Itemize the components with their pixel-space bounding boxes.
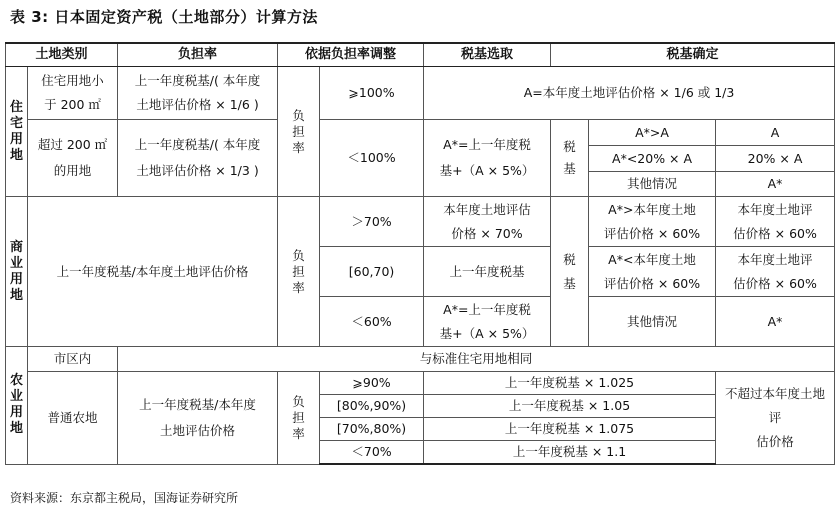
commercial-select-1: 本年度土地评估 价格 × 70% [424, 197, 551, 247]
residential-large-value-1: A [716, 120, 835, 146]
residential-row-large-1 [6, 120, 835, 146]
residential-tax-base-label: 税 基 [551, 120, 589, 197]
header-row [6, 43, 835, 67]
agri-cond-3: [70%,80%) [320, 418, 424, 441]
agri-value-2: 上一年度税基 × 1.05 [424, 395, 716, 418]
residential-large-select: A*=上一年度税 基+（A × 5%） [424, 120, 551, 197]
residential-large-cond-1: A*>A [589, 120, 716, 146]
commercial-det-value-1: 本年度土地评 估价格 × 60% [716, 197, 835, 247]
residential-large-value-2: 20% × A [716, 146, 835, 172]
residential-large-type: 超过 200 ㎡ 的用地 [28, 120, 118, 197]
tax-method-table [5, 42, 835, 465]
agri-normal-rate: 上一年度税基/本年度 土地评估价格 [118, 372, 278, 465]
agri-cond-2: [80%,90%) [320, 395, 424, 418]
agri-normal-row-1 [6, 372, 835, 395]
header-burden-rate: 负担率 [118, 43, 278, 67]
commercial-det-cond-3: 其他情况 [589, 297, 716, 347]
agri-cond-1: ⩾90% [320, 372, 424, 395]
residential-small-rate: 上一年度税基/( 本年度 土地评估价格 × 1/6 ) [118, 67, 278, 120]
agri-normal-type: 普通农地 [28, 372, 118, 465]
agri-urban-text: 与标准住宅用地相同 [118, 347, 835, 372]
residential-large-cond-2: A*<20% × A [589, 146, 716, 172]
header-adjust: 依据负担率调整 [278, 43, 424, 67]
commercial-det-value-2: 本年度土地评 估价格 × 60% [716, 247, 835, 297]
commercial-rate: 上一年度税基/本年度土地评估价格 [28, 197, 278, 347]
agri-cond-4: ＜70% [320, 441, 424, 465]
header-tax-base-determine: 税基确定 [551, 43, 835, 67]
residential-burden-label: 负 担 率 [278, 67, 320, 197]
agri-value-3: 上一年度税基 × 1.075 [424, 418, 716, 441]
residential-large-cond-3: 其他情况 [589, 172, 716, 197]
agri-value-1: 上一年度税基 × 1.025 [424, 372, 716, 395]
residential-small-result: A=本年度土地评估价格 × 1/6 或 1/3 [424, 67, 835, 120]
residential-large-rate: 上一年度税基/( 本年度 土地评估价格 × 1/3 ) [118, 120, 278, 197]
commercial-tax-base-label: 税 基 [551, 197, 589, 347]
agri-burden-label: 负 担 率 [278, 372, 320, 465]
commercial-cond-2: [60,70) [320, 247, 424, 297]
residential-large-cond: ＜100% [320, 120, 424, 197]
commercial-burden-label: 负 担 率 [278, 197, 320, 347]
commercial-cond-3: ＜60% [320, 297, 424, 347]
commercial-det-value-3: A* [716, 297, 835, 347]
agri-value-4: 上一年度税基 × 1.1 [424, 441, 716, 465]
table-title: 表 3: 日本固定资产税（土地部分）计算方法 [10, 8, 318, 26]
commercial-label: 商 业 用 地 [6, 197, 28, 347]
residential-label: 住 宅 用 地 [6, 67, 28, 197]
tax-method-table-wrapper [5, 42, 834, 465]
commercial-row-1 [6, 197, 835, 247]
header-tax-base-select: 税基选取 [424, 43, 551, 67]
commercial-select-2: 上一年度税基 [424, 247, 551, 297]
agri-urban-type: 市区内 [28, 347, 118, 372]
residential-large-value-3: A* [716, 172, 835, 197]
commercial-select-3: A*=上一年度税 基+（A × 5%） [424, 297, 551, 347]
commercial-det-cond-2: A*<本年度土地 评估价格 × 60% [589, 247, 716, 297]
residential-row-small [6, 67, 835, 120]
source-note: 资料来源：东京都主税局，国海证券研究所 [10, 491, 239, 505]
commercial-det-cond-1: A*>本年度土地 评估价格 × 60% [589, 197, 716, 247]
commercial-cond-1: ＞70% [320, 197, 424, 247]
agri-urban-row [6, 347, 835, 372]
agricultural-label: 农 业 用 地 [6, 347, 28, 465]
agri-cap: 不超过本年度土地评 估价格 [716, 372, 835, 465]
residential-small-cond: ⩾100% [320, 67, 424, 120]
residential-small-type: 住宅用地小 于 200 ㎡ [28, 67, 118, 120]
header-land-type: 土地类别 [6, 43, 118, 67]
